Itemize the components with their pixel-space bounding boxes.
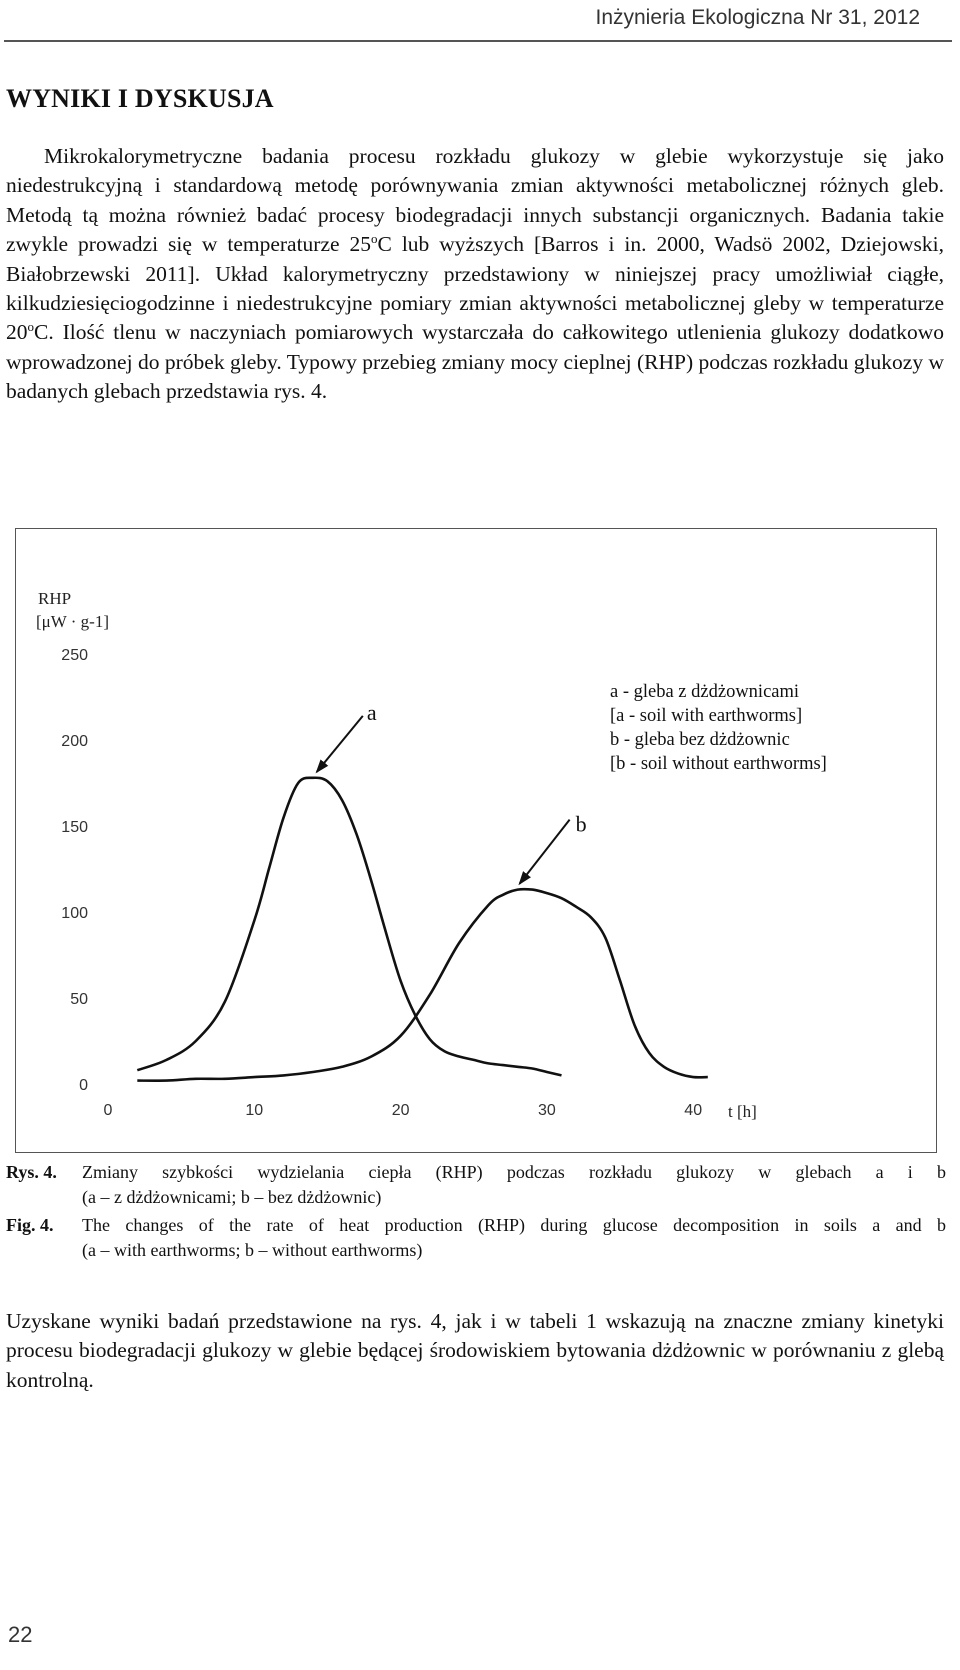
rhp-chart — [16, 529, 936, 1151]
x-tick-label: 40 — [684, 1102, 703, 1119]
annotation-arrow-b — [520, 820, 570, 884]
caption-en-label: Fig. 4. — [6, 1215, 54, 1235]
x-tick-label: 30 — [538, 1102, 556, 1119]
series-line-b — [137, 889, 708, 1081]
annotation-arrow-a — [317, 716, 363, 772]
annotation-label-a: a — [366, 699, 377, 725]
y-tick-label: 0 — [79, 1077, 88, 1094]
paragraph-1-part-1: Mikrokalorymetryczne badania procesu rozkładu glukozy w glebie wykorzystuje się jako niedestrukcyjną i standardową metodę porównywania zmian aktywności metabolicznej różnych gleb. Metodą tą można również badać procesy biodegradacji innych substancji organicznych. Badania takie zwykle prowadzi się w temperaturze 25 — [6, 144, 944, 257]
y-axis-title: RHP — [38, 589, 72, 608]
caption-pl-line-1 — [6, 1160, 946, 1185]
body-paragraph-1 — [6, 142, 944, 407]
section-title: WYNIKI I DYSKUSJA — [6, 84, 274, 113]
y-tick-labels — [61, 647, 88, 1094]
paragraph-1-text — [6, 142, 944, 407]
caption-en-text-2: (a – with earthworms; b – without earthworms) — [82, 1240, 423, 1260]
x-axis-title: t [h] — [728, 1102, 757, 1121]
y-tick-label: 200 — [61, 733, 88, 750]
x-tick-label: 0 — [103, 1102, 113, 1119]
degree-superscript-1: o — [371, 231, 378, 247]
x-tick-label: 10 — [245, 1102, 264, 1119]
caption-pl-text-2: (a – z dżdżownicami; b – bez dżdżownic) — [82, 1187, 382, 1207]
figure-caption-en — [6, 1213, 946, 1263]
legend-entry-b-en: [b - soil without earthworms] — [610, 754, 827, 774]
annotation-label-b: b — [575, 811, 587, 837]
figure-caption-pl — [6, 1160, 946, 1210]
y-tick-label: 50 — [70, 991, 88, 1008]
legend-entry-a-pl: a - gleba z dżdżownicami — [610, 682, 800, 702]
x-tick-labels — [104, 1102, 703, 1119]
figure-4-frame — [15, 528, 937, 1153]
y-axis-unit: [μW · g-1] — [36, 612, 109, 631]
data-series — [137, 778, 708, 1081]
header-rule — [4, 40, 952, 42]
page-number: 22 — [8, 1622, 33, 1647]
y-tick-label: 150 — [61, 819, 88, 836]
degree-superscript-2: o — [27, 319, 34, 335]
x-tick-label: 20 — [391, 1102, 410, 1119]
y-tick-label: 100 — [61, 905, 88, 922]
legend-entry-b-pl: b - gleba bez dżdżownic — [610, 730, 790, 750]
paragraph-1-part-3: C. Ilość tlenu w naczyniach pomiarowych wystarczała do całkowitego utlenienia glukozy dodatkowo wprowadzonej do próbek gleby. Typowy przebieg zmiany mocy cieplnej (RHP) podczas rozkładu glukozy w badanych glebach przedstawia rys. 4. — [6, 320, 944, 404]
series-line-a — [137, 778, 561, 1076]
paragraph-2-text: Uzyskane wyniki badań przedstawione na rys. 4, jak i w tabeli 1 wskazują na znaczne zmiany kinetyki procesu biodegradacji glukozy w glebie będącej środowiskiem bytowania dżdżownic w porównaniu z glebą kontrolną. — [6, 1309, 944, 1392]
caption-en-line-1 — [6, 1213, 946, 1238]
caption-pl-text-1: Zmiany szybkości wydzielania ciepła (RHP) podczas rozkładu glukozy w glebach a i b — [82, 1162, 946, 1182]
legend — [610, 682, 827, 774]
y-tick-label: 250 — [61, 647, 88, 664]
caption-pl-label: Rys. 4. — [6, 1162, 57, 1182]
legend-entry-a-en: [a - soil with earthworms] — [610, 706, 803, 726]
caption-en-text-1: The changes of the rate of heat production (RHP) during glucose decomposition in soils a and b — [82, 1215, 946, 1235]
body-paragraph-2 — [6, 1307, 944, 1395]
paragraph-1-part-2: C lub wyższych [Barros i in. 2000, Wadsö 2002, Dziejowski, Białobrzewski 2011]. Układ kalorymetryczny przedstawiony w niniejszej pracy umożliwiał ciągłe, kilkudziesięciogodzinne i niedestrukcyjne pomiary zmian aktywności metabolicznej gleby w temperaturze 20 — [6, 232, 944, 345]
running-header: Inżynieria Ekologiczna Nr 31, 2012 — [595, 6, 920, 29]
